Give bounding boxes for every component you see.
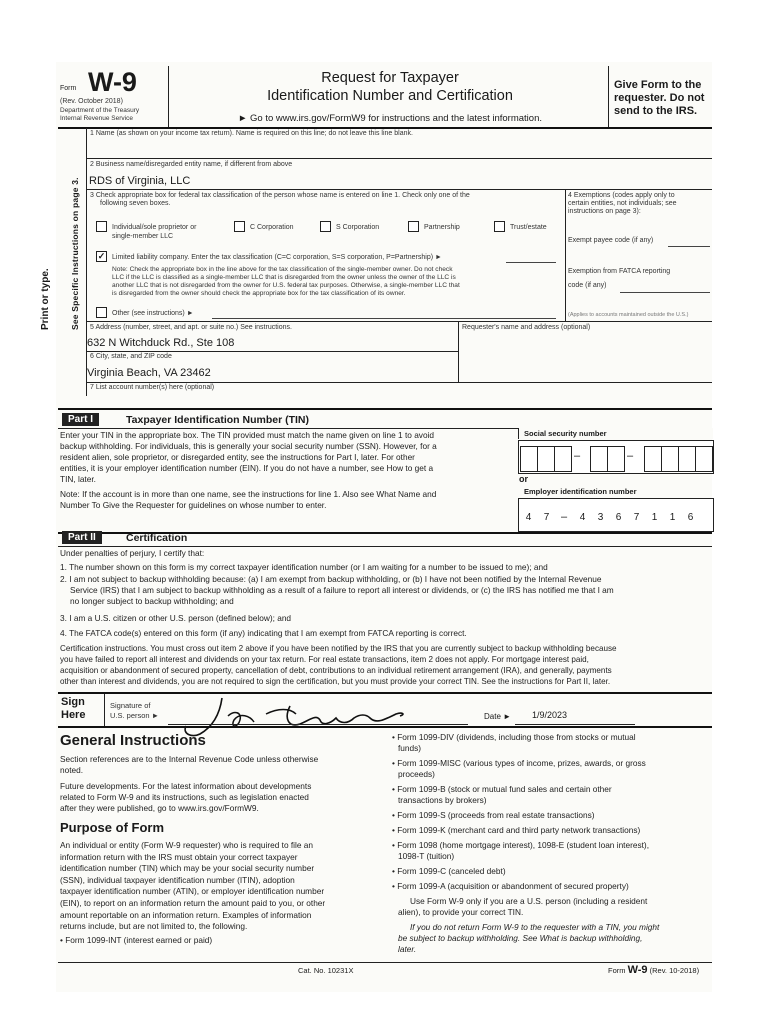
date-line [515, 724, 635, 725]
future-dev-line3: after they were published, go to www.irs.gov/FormW9. [60, 803, 259, 813]
part1-text-4: entities, it is your employer identification number (EIN). If you do not have a number, see How to get a [60, 463, 434, 473]
header-bottom-rule [58, 127, 712, 129]
irs-line: Internal Revenue Service [60, 115, 133, 122]
ein-digit-cell[interactable]: 1 [669, 512, 676, 523]
ssn-digit-cell[interactable] [661, 446, 679, 472]
c-corporation-label: C Corporation [250, 224, 294, 231]
purpose-line: (EIN), to report on an information return the amount paid to you, or other [60, 898, 326, 908]
ein-digit-cell[interactable]: 1 [651, 512, 658, 523]
header-divider-right [608, 66, 609, 128]
right-column-line: • Form 1099-B (stock or mutual fund sales and certain other [392, 784, 612, 794]
line3-label-a: 3 Check appropriate box for federal tax classification of the person whose name is entered on line 1. Check only one of the [90, 192, 470, 199]
signature-label-a: Signature of [110, 701, 151, 710]
line7-rule [58, 408, 712, 410]
ssn-digit-cell[interactable] [644, 446, 662, 472]
city-state-zip-field[interactable]: Virginia Beach, VA 23462 [87, 367, 211, 379]
individual-checkbox[interactable] [96, 221, 107, 232]
identity-block-left-border [86, 128, 87, 396]
fatca-field[interactable] [620, 292, 710, 293]
ssn-digit-cell[interactable] [678, 446, 696, 472]
catalog-number: Cat. No. 10231X [298, 966, 354, 975]
goto-instructions: ► Go to www.irs.gov/FormW9 for instructions and the latest information. [237, 113, 542, 124]
form-title-line2: Identification Number and Certification [267, 88, 513, 104]
general-instructions-heading: General Instructions [60, 732, 206, 749]
side-label-print: Print or type. [40, 268, 51, 330]
llc-note-d: is disregarded from the owner should check the appropriate box for the tax classification of its owner. [112, 290, 406, 297]
other-label: Other (see instructions) ► [112, 310, 194, 317]
s-corporation-label: S Corporation [336, 224, 380, 231]
part2-title: Certification [126, 532, 188, 544]
ein-digit-cell[interactable]: 3 [597, 512, 604, 523]
form-title-line1: Request for Taxpayer [321, 70, 459, 86]
form-revision: (Rev. October 2018) [60, 98, 123, 105]
signature-line [168, 724, 468, 725]
cert-item-2b: Service (IRS) that I am subject to backup withholding as a result of a failure to report all interest or dividends, or (c) the IRS has notified me that I am [70, 585, 614, 595]
line5-label: 5 Address (number, street, and apt. or suite no.) See instructions. [90, 324, 292, 331]
ssn-digit-cell[interactable] [554, 446, 572, 472]
form-word: Form [60, 85, 77, 92]
llc-label: Limited liability company. Enter the tax classification (C=C corporation, S=S corporation, P=Partnership) ► [112, 254, 442, 261]
part1-title: Taxpayer Identification Number (TIN) [126, 414, 309, 426]
future-dev-line1: Future developments. For the latest information about developments [60, 781, 312, 791]
fatca-label-b: code (if any) [568, 282, 607, 289]
trust-estate-checkbox[interactable] [494, 221, 505, 232]
llc-note-a: Note: Check the appropriate box in the line above for the tax classification of the single-member owner. Do not check [112, 266, 453, 273]
future-dev-line2: related to Form W-9 and its instructions, such as legislation enacted [60, 792, 309, 802]
right-column-line: later. [398, 944, 417, 954]
line1-rule [86, 158, 712, 159]
part1-text-1: Enter your TIN in the appropriate box. The TIN provided must match the name given on line 1 to avoid [60, 430, 435, 440]
llc-note-c: another LLC that is not disregarded from the owner for U.S. federal tax purposes. Otherwise, a single-member LLC that [112, 282, 460, 289]
line3-rule [86, 321, 712, 322]
exemptions-label-c: instructions on page 3): [568, 208, 641, 215]
date-field[interactable]: 1/9/2023 [532, 710, 568, 720]
line3-label-b: following seven boxes. [100, 200, 171, 207]
llc-checkbox[interactable]: ✓ [97, 251, 106, 261]
right-column-line: • Form 1098 (home mortgage interest), 1098-E (student loan interest), [392, 840, 650, 850]
exemptions-label-a: 4 Exemptions (codes apply only to [568, 192, 675, 199]
tin-or: or [519, 474, 528, 484]
business-name-field[interactable]: RDS of Virginia, LLC [89, 175, 191, 187]
cert-instructions-2: you have failed to report all interest and dividends on your tax return. For real estate transactions, item 2 does not apply. For mortgage interest paid, [60, 655, 589, 664]
part1-note-2: Number To Give the Requester for guidelines on whose number to enter. [60, 500, 327, 510]
ssn-digit-cell[interactable] [520, 446, 538, 472]
right-column-line: alien), to provide your correct TIN. [398, 907, 524, 917]
cert-intro: Under penalties of perjury, I certify that: [60, 548, 205, 558]
line1-label: 1 Name (as shown on your income tax return). Name is required on this line; do not leave this line blank. [90, 130, 413, 137]
part2-label: Part II [62, 531, 102, 544]
ein-digit-cell[interactable]: 7 [633, 512, 640, 523]
c-corporation-checkbox[interactable] [234, 221, 245, 232]
partnership-checkbox[interactable] [408, 221, 419, 232]
address-field[interactable]: 632 N Witchduck Rd., Ste 108 [87, 337, 235, 349]
right-column-line: • Form 1099-S (proceeds from real estate transactions) [392, 810, 595, 820]
llc-classification-field[interactable] [506, 262, 556, 263]
cert-item-4: 4. The FATCA code(s) entered on this form (if any) indicating that I am exempt from FATCA reporting is correct. [60, 628, 467, 638]
line7-label: 7 List account number(s) here (optional) [90, 384, 215, 391]
purpose-heading: Purpose of Form [60, 820, 165, 835]
llc-note-b: LLC if the LLC is classified as a single-member LLC that is disregarded from the owner unless the owner of the LLC is [112, 274, 456, 281]
purpose-line: information return with the IRS must obtain your correct taxpayer [60, 851, 298, 862]
ssn-digit-cell[interactable] [537, 446, 555, 472]
part1-text-3: resident alien, sole proprietor, or disregarded entity, see the instructions for Part I, later. For other [60, 452, 415, 462]
right-column-line: be subject to backup withholding. See What is backup withholding, [398, 933, 643, 943]
side-label-see: See Specific Instructions on page 3. [70, 177, 80, 330]
ssn-label: Social security number [524, 429, 607, 438]
purpose-line: An individual or entity (Form W-9 requester) who is required to file an [60, 840, 314, 850]
exemptions-divider [565, 189, 566, 321]
part1-note-1: Note: If the account is in more than one name, see the instructions for line 1. Also see What Name and [60, 489, 437, 499]
ein-digit-cell[interactable]: 6 [615, 512, 622, 523]
cert-item-2a: 2. I am not subject to backup withholding because: (a) I am exempt from backup withholding, or (b) I have not been notified by the Internal Revenue [60, 574, 602, 584]
fatca-label-a: Exemption from FATCA reporting [568, 268, 671, 275]
fatca-applies-note: (Applies to accounts maintained outside the U.S.) [568, 312, 689, 318]
cert-item-1: 1. The number shown on this form is my correct taxpayer identification number (or I am waiting for a number to be issued to me); and [60, 562, 548, 572]
line6-rule [86, 382, 712, 383]
ein-digit-cell[interactable]: 6 [687, 512, 694, 523]
form-code: W-9 [88, 67, 137, 97]
signature-label-b: U.S. person ► [110, 711, 160, 720]
right-column-line: • Form 1099-K (merchant card and third party network transactions) [392, 825, 641, 835]
individual-label-a: Individual/sole proprietor or [112, 224, 197, 231]
other-field[interactable] [212, 318, 556, 319]
ssn-digit-cell[interactable] [695, 446, 713, 472]
right-column-line: • Form 1099-C (canceled debt) [392, 866, 506, 876]
right-column-line: 1098-T (tuition) [398, 851, 455, 861]
partnership-label: Partnership [424, 224, 460, 231]
general-p1-line1: Section references are to the Internal Revenue Code unless otherwise [60, 754, 319, 764]
bullet-1099-int: • Form 1099-INT (interest earned or paid) [60, 935, 213, 945]
footer-rule [58, 962, 712, 963]
purpose-line: taxpayer identification number (ATIN), or employer identification number [60, 886, 325, 897]
ssn-digit-cell[interactable] [590, 446, 608, 472]
exempt-payee-field[interactable] [668, 246, 710, 247]
right-column-line: • Form 1099-MISC (various types of income, prizes, awards, or gross [392, 758, 646, 768]
part1-text-2: backup withholding. For individuals, this is generally your social security number (SSN). However, for a [60, 441, 437, 451]
trust-estate-label: Trust/estate [510, 224, 547, 231]
here-label: Here [61, 709, 86, 721]
part1-text-5: TIN, later. [60, 474, 96, 484]
right-column-line: • Form 1099-DIV (dividends, including those from stocks or mutual [392, 732, 636, 742]
part2-header-rule [58, 546, 712, 547]
right-column-line: • Form 1099-A (acquisition or abandonment of secured property) [392, 881, 629, 891]
purpose-line: returns include, but are not limited to, the following. [60, 921, 248, 932]
exemptions-label-b: certain entities, not individuals; see [568, 200, 677, 207]
requester-label: Requester's name and address (optional) [462, 324, 591, 331]
handwritten-signature[interactable] [170, 690, 420, 740]
name-field[interactable] [86, 138, 712, 158]
line5-rule [86, 351, 458, 352]
individual-label-b: single-member LLC [112, 233, 174, 240]
department-line: Department of the Treasury [60, 107, 140, 114]
sign-divider [104, 694, 105, 726]
cert-instructions-4: other than interest and dividends, you are not required to sign the certification, but you must provide your correct TIN. See the instructions for Part II, later. [60, 677, 611, 686]
ein-dash: – [561, 511, 568, 523]
right-column-line: proceeds) [398, 769, 435, 779]
header-divider-left [168, 66, 169, 128]
sign-label: Sign [61, 696, 85, 708]
general-p1-line2: noted. [60, 765, 84, 775]
cert-item-3: 3. I am a U.S. citizen or other U.S. person (defined below); and [60, 613, 292, 623]
date-label: Date ► [484, 712, 512, 721]
ssn-digit-cell[interactable] [607, 446, 625, 472]
line6-label: 6 City, state, and ZIP code [90, 353, 172, 360]
purpose-line: (SSN), individual taxpayer identification number (ITIN), adoption [60, 874, 295, 885]
give-form-line2: requester. Do not [614, 92, 705, 104]
ein-label: Employer identification number [524, 487, 637, 496]
give-form-line1: Give Form to the [614, 79, 702, 91]
ssn-dash: – [574, 450, 581, 462]
account-numbers-field[interactable] [86, 392, 712, 406]
right-column-line: If you do not return Form W-9 to the requester with a TIN, you might [410, 922, 660, 932]
right-column-line: transactions by brokers) [398, 795, 487, 805]
ein-digit-cell[interactable]: 4 [579, 512, 586, 523]
ein-digit-cell[interactable]: 4 [525, 512, 532, 523]
line2-rule [86, 189, 712, 190]
right-column-line: Use Form W-9 only if you are a U.S. person (including a resident [410, 896, 648, 906]
give-form-line3: send to the IRS. [614, 105, 698, 117]
ssn-dash: – [627, 450, 634, 462]
ein-digit-cell[interactable]: 7 [543, 512, 550, 523]
exempt-payee-label: Exempt payee code (if any) [568, 237, 654, 244]
line2-label: 2 Business name/disregarded entity name, if different from above [90, 161, 293, 168]
purpose-line: amount reportable on an information return. Examples of information [60, 909, 312, 920]
sign-bottom-rule [58, 726, 712, 728]
requester-field[interactable] [459, 333, 711, 382]
purpose-line: identification number (TIN) which may be your social security number [60, 863, 315, 874]
s-corporation-checkbox[interactable] [320, 221, 331, 232]
other-checkbox[interactable] [96, 307, 107, 318]
cert-item-2c: no longer subject to backup withholding; and [70, 596, 234, 606]
cert-instructions-3: acquisition or abandonment of secured property, cancellation of debt, contributions to an individual retirement arrangement (IRA), and generally, payments [60, 666, 612, 675]
right-column-line: funds) [398, 743, 422, 753]
part1-label: Part I [62, 413, 99, 426]
footer-form-id: Form W-9 (Rev. 10-2018) [608, 964, 700, 976]
cert-instructions-1: Certification instructions. You must cross out item 2 above if you have been notified by the IRS that you are currently subject to backup withholding because [60, 644, 617, 653]
